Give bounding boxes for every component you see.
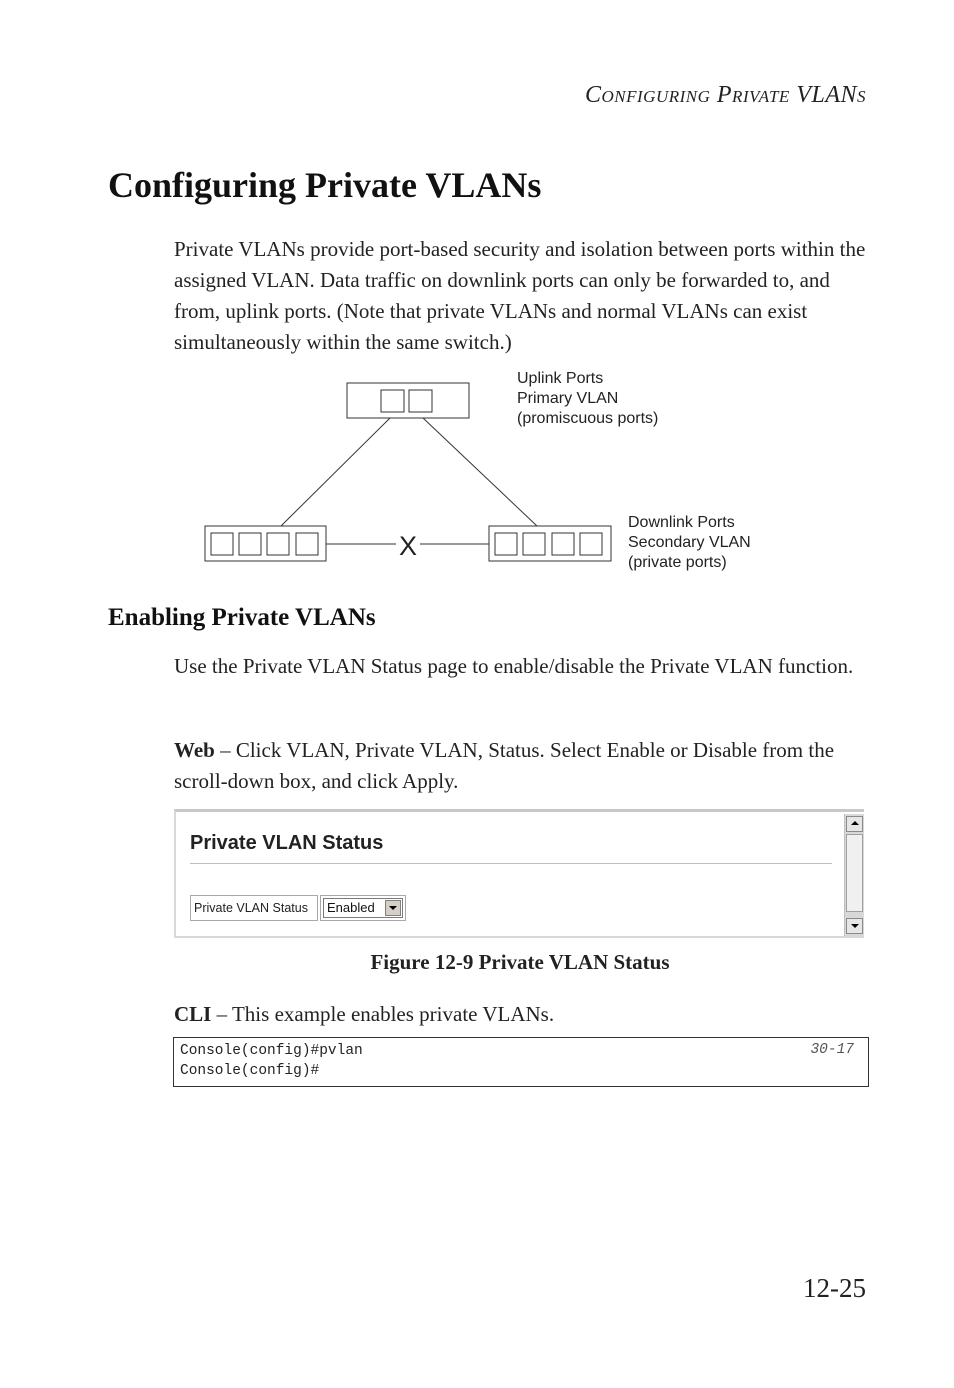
uplink-connection-right xyxy=(423,418,537,526)
blocked-marker: X xyxy=(398,531,418,561)
uplink-label xyxy=(517,369,658,429)
downlink-port xyxy=(523,533,545,555)
uplink-port xyxy=(409,390,432,412)
downlink-label-line: Downlink Ports xyxy=(628,514,735,531)
page-title: Configuring Private VLANs xyxy=(108,165,542,205)
web-instructions xyxy=(174,735,874,797)
cli-example xyxy=(173,1037,869,1087)
downlink-port xyxy=(296,533,318,555)
downlink-port xyxy=(211,533,233,555)
screenshot-divider xyxy=(190,863,832,864)
cli-label: CLI xyxy=(174,1002,212,1026)
cli-intro xyxy=(174,999,874,1030)
cli-text: – This example enables private VLANs. xyxy=(211,1002,555,1026)
screenshot-title: Private VLAN Status xyxy=(190,832,384,854)
private-vlan-diagram xyxy=(0,0,954,600)
downlink-port xyxy=(267,533,289,555)
downlink-port xyxy=(495,533,517,555)
uplink-label-line: Primary VLAN xyxy=(517,390,619,407)
chevron-down-icon[interactable] xyxy=(385,900,401,916)
figure-caption: Figure 12-9 Private VLAN Status xyxy=(370,950,670,974)
private-vlan-status-label: Private VLAN Status xyxy=(190,895,318,921)
running-header: Configuring Private VLANs xyxy=(585,82,866,108)
scroll-thumb[interactable] xyxy=(846,834,863,912)
uplink-switch xyxy=(347,383,469,418)
uplink-connection-left xyxy=(281,418,390,526)
scrollbar[interactable] xyxy=(844,814,864,936)
scroll-down-icon[interactable] xyxy=(846,918,863,934)
section-paragraph: Use the Private VLAN Status page to enable/disable the Private VLAN function. xyxy=(174,654,854,678)
uplink-port xyxy=(381,390,404,412)
private-vlan-status-screenshot xyxy=(174,809,864,938)
section-heading: Enabling Private VLANs xyxy=(108,604,376,631)
uplink-label-line: (promiscuous ports) xyxy=(517,410,659,427)
downlink-switch-left xyxy=(205,526,326,561)
private-vlan-status-select[interactable] xyxy=(320,895,406,921)
scroll-up-icon[interactable] xyxy=(846,816,863,832)
downlink-port xyxy=(552,533,574,555)
uplink-label-line: Uplink Ports xyxy=(517,370,604,387)
downlink-label-line: Secondary VLAN xyxy=(628,534,751,551)
web-label: Web xyxy=(174,738,215,762)
downlink-port xyxy=(239,533,261,555)
cli-line: Console(config)#pvlan xyxy=(180,1043,363,1059)
downlink-switch-right xyxy=(489,526,611,561)
downlink-label-line: (private ports) xyxy=(628,554,727,571)
cli-line: Console(config)# xyxy=(180,1063,320,1079)
downlink-label xyxy=(628,513,751,573)
cli-reference: 30-17 xyxy=(810,1042,854,1058)
select-value: Enabled xyxy=(327,900,375,915)
web-text: – Click VLAN, Private VLAN, Status. Select Enable or Disable from the scroll-down box, and click Apply. xyxy=(174,738,835,793)
intro-paragraph: Private VLANs provide port-based security and isolation between ports within the assigned VLAN. Data traffic on downlink ports can only be forwarded to, and from, uplink ports. (Note that private VLANs and normal VLANs can exist simultaneously within the same switch.) xyxy=(174,237,866,354)
downlink-port xyxy=(580,533,602,555)
page-number: 12-25 xyxy=(803,1273,866,1303)
